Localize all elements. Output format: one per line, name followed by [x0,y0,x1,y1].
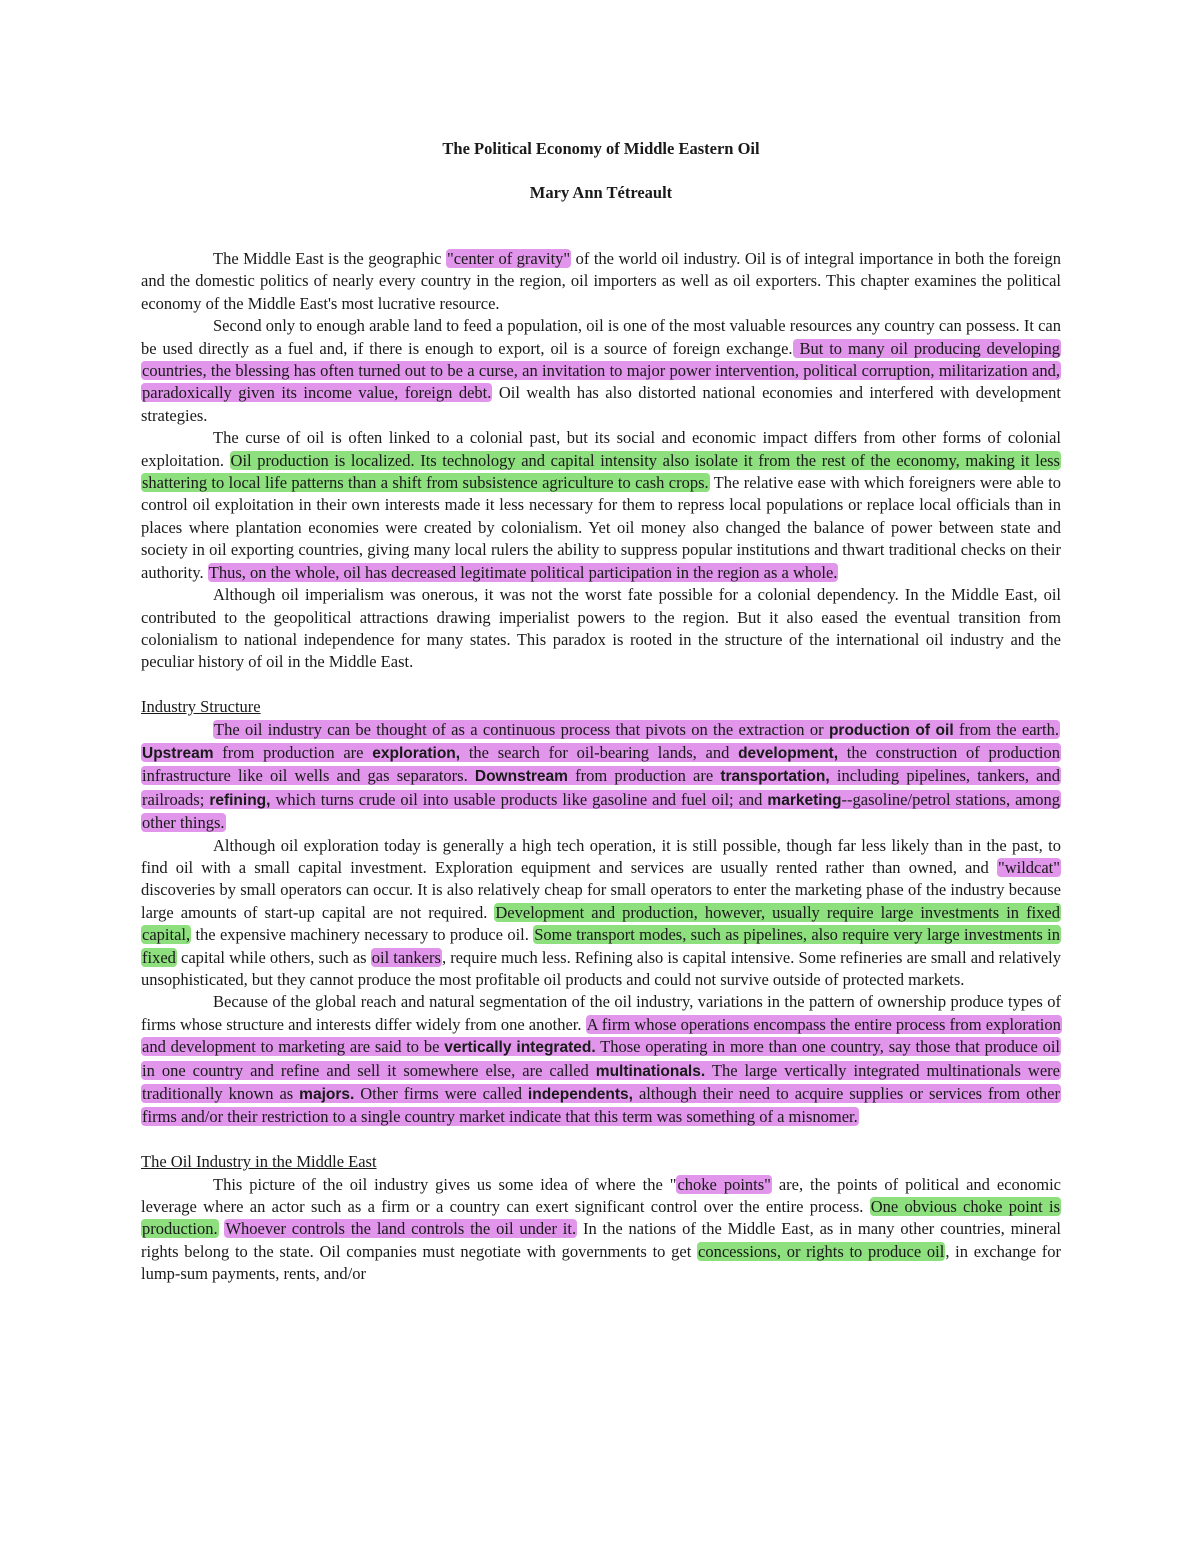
text-span: Oil wealth has also distorted national economies and interfered with development strategies. [141,383,1061,425]
highlight-purple: "center of gravity" [446,249,571,268]
bold-term: independents, [527,1086,633,1104]
text-span: which turns crude oil into usable products like gasoline and fuel oil; and [270,789,768,809]
bold-term: Downstream [474,768,568,786]
text-span: Although oil exploration today is generally a high tech operation, it is still possible, though far less likely than in the past, to find oil with a small capital investment. Exploration equipment and services are usually rented rather than owned, and [141,835,1061,877]
text-span: of the world oil industry. Oil is of integral importance in both the foreign and the domestic politics of nearly every country in the region, oil importers as well as oil exporters. This chapter examines the political economy of the Middle East's most lucrative resource. [141,249,1062,313]
text-span: Other firms were called [354,1084,528,1104]
paragraph-1 [141,248,1061,315]
text-span: from production are [567,766,721,786]
text-span: Although oil imperialism was onerous, it was not the worst fate possible for a colonial dependency. In the Middle East, oil contributed to the geopolitical attractions drawing imperialist powers to the region. But it also eased the eventual transition from colonialism to national independence for many states. This paradox is rooted in the structure of the international oil industry and the peculiar history of oil in the Middle East. [141,585,1061,672]
highlight-purple: Whoever controls the land controls the oil under it. [225,1219,577,1239]
text-span: A firm whose operations encompass the entire process from exploration and development to marketing are said to be [142,1014,1061,1057]
text-span: discoveries by small operators can occur. It is also relatively cheap for small operators to enter the marketing phase of the industry because large amounts of start-up capital are not required. [141,880,1061,922]
highlight-green: Oil production is localized. Its technology and capital intensity also isolate it from the rest of the economy, making it less shattering to local life patterns than a shift from subsistence agriculture to cash crops. [142,450,1060,493]
paragraph-8 [141,1174,1061,1286]
text-span: In the nations of the Middle East, as in many other countries, mineral rights belong to the state. Oil companies must negotiate with governments to get [141,1219,1061,1261]
highlight-green: One obvious choke point is production. [142,1197,1060,1239]
paragraph-4 [141,584,1061,674]
highlight-green: Some transport modes, such as pipelines, also require very large investments in fixed [142,925,1060,967]
text-span: The relative ease with which foreigners were able to control oil exploitation in their own interests made it less necessary for them to repress local populations or replace local officials than in places where plantation economies were created by colonialism. Yet oil money also changed the balance of power between state and society in oil exporting countries, giving many local rulers the ability to suppress popular institutions and thwart traditional checks on their authority. [141,473,1061,582]
highlight-purple: oil tankers [371,947,441,967]
text-span: This picture of the oil industry gives us some idea of where the " [213,1174,677,1194]
bold-term: majors. [299,1086,355,1104]
section-heading-middle-east: The Oil Industry in the Middle East [141,1152,377,1172]
paragraph-2 [141,315,1061,427]
bold-term: vertically integrated. [444,1039,596,1057]
paragraph-3 [141,427,1061,584]
bold-term: development, [738,744,839,762]
paragraph-7 [141,991,1061,1128]
text-span: the construction of production infrastructure like oil wells and gas separators. [142,742,1060,786]
document-page [141,138,1061,1286]
bold-term: production of oil [828,721,954,739]
bold-term: exploration, [372,744,461,762]
text-span: , require much less. Refining also is capital intensive. Some refineries are small and relatively unsophisticated, but they cannot produce the most profitable oil products and could not survive outside of protected markets. [141,947,1061,989]
highlight-purple: Thus, on the whole, oil has decreased legitimate political participation in the region as a whole. [208,562,838,582]
text-span: capital while others, such as [176,947,371,967]
bold-term: Upstream [142,744,214,762]
document-author: Mary Ann Tétreault [529,183,673,202]
text-span: --gasoline/petrol stations, among other things. [142,789,1061,833]
bold-term: multinationals. [595,1062,706,1080]
highlight-green: Development and production, however, usually require large investments in fixed capital, [142,902,1060,945]
paragraph-5 [141,719,1061,835]
text-span: from the earth. [953,719,1059,739]
text-span: Those operating in more than one country, say those that produce oil in one country and refine and sell it somewhere else, are called [142,1037,1060,1080]
bold-term: transportation, [720,768,830,786]
highlight-green: concessions, or rights to produce oil [698,1241,945,1261]
highlight-purple: But to many oil producing developing countries, the blessing has often turned out to be a curse, an invitation to major power intervention, political corruption, militarization and, paradoxically given its income value, foreign debt. [142,338,1060,403]
text-span: from production are [213,742,373,762]
highlight-purple: "wildcat" [997,857,1060,877]
text-span: Because of the global reach and natural segmentation of the oil industry, variations in the pattern of ownership produce types of firms whose structure and interests differ widely from one another. [141,992,1061,1034]
text-span: The oil industry can be thought of as a continuous process that pivots on the extraction or [214,719,829,739]
text-span: The curse of oil is often linked to a colonial past, but its social and economic impact differs from other forms of colonial exploitation. [141,428,1061,470]
text-span: , in exchange for lump-sum payments, rents, and/or [141,1241,1061,1284]
highlight-purple [141,720,1061,833]
text-span: Second only to enough arable land to feed a population, oil is one of the most valuable resources any country can possess. It can be used directly as a fuel and, if there is enough to export, oil is a source of foreign exchange. [141,316,1061,358]
text-span: The large vertically integrated multinationals were traditionally known as [142,1060,1060,1104]
text-span: the search for oil-bearing lands, and [460,742,739,762]
text-span: the expensive machinery necessary to produce oil. [191,925,534,945]
bold-term: refining, [209,791,271,809]
text-span: are, the points of political and economic leverage where an actor such as a firm or a country can exert significant control over the entire process. [141,1174,1061,1217]
document-title: The Political Economy of Middle Eastern Oil [442,139,760,158]
paragraph-6 [141,835,1061,992]
section-heading-industry-structure: Industry Structure [141,697,261,717]
text-span: including pipelines, tankers, and railroads; [142,766,1060,809]
text-span: although their need to acquire supplies or services from other firms and/or their restriction to a single country market indicate that this term was something of a misnomer. [142,1084,1060,1127]
text-span: The Middle East is the geographic [213,249,446,268]
bold-term: marketing [767,791,842,809]
highlight-purple: choke points" [677,1174,771,1194]
